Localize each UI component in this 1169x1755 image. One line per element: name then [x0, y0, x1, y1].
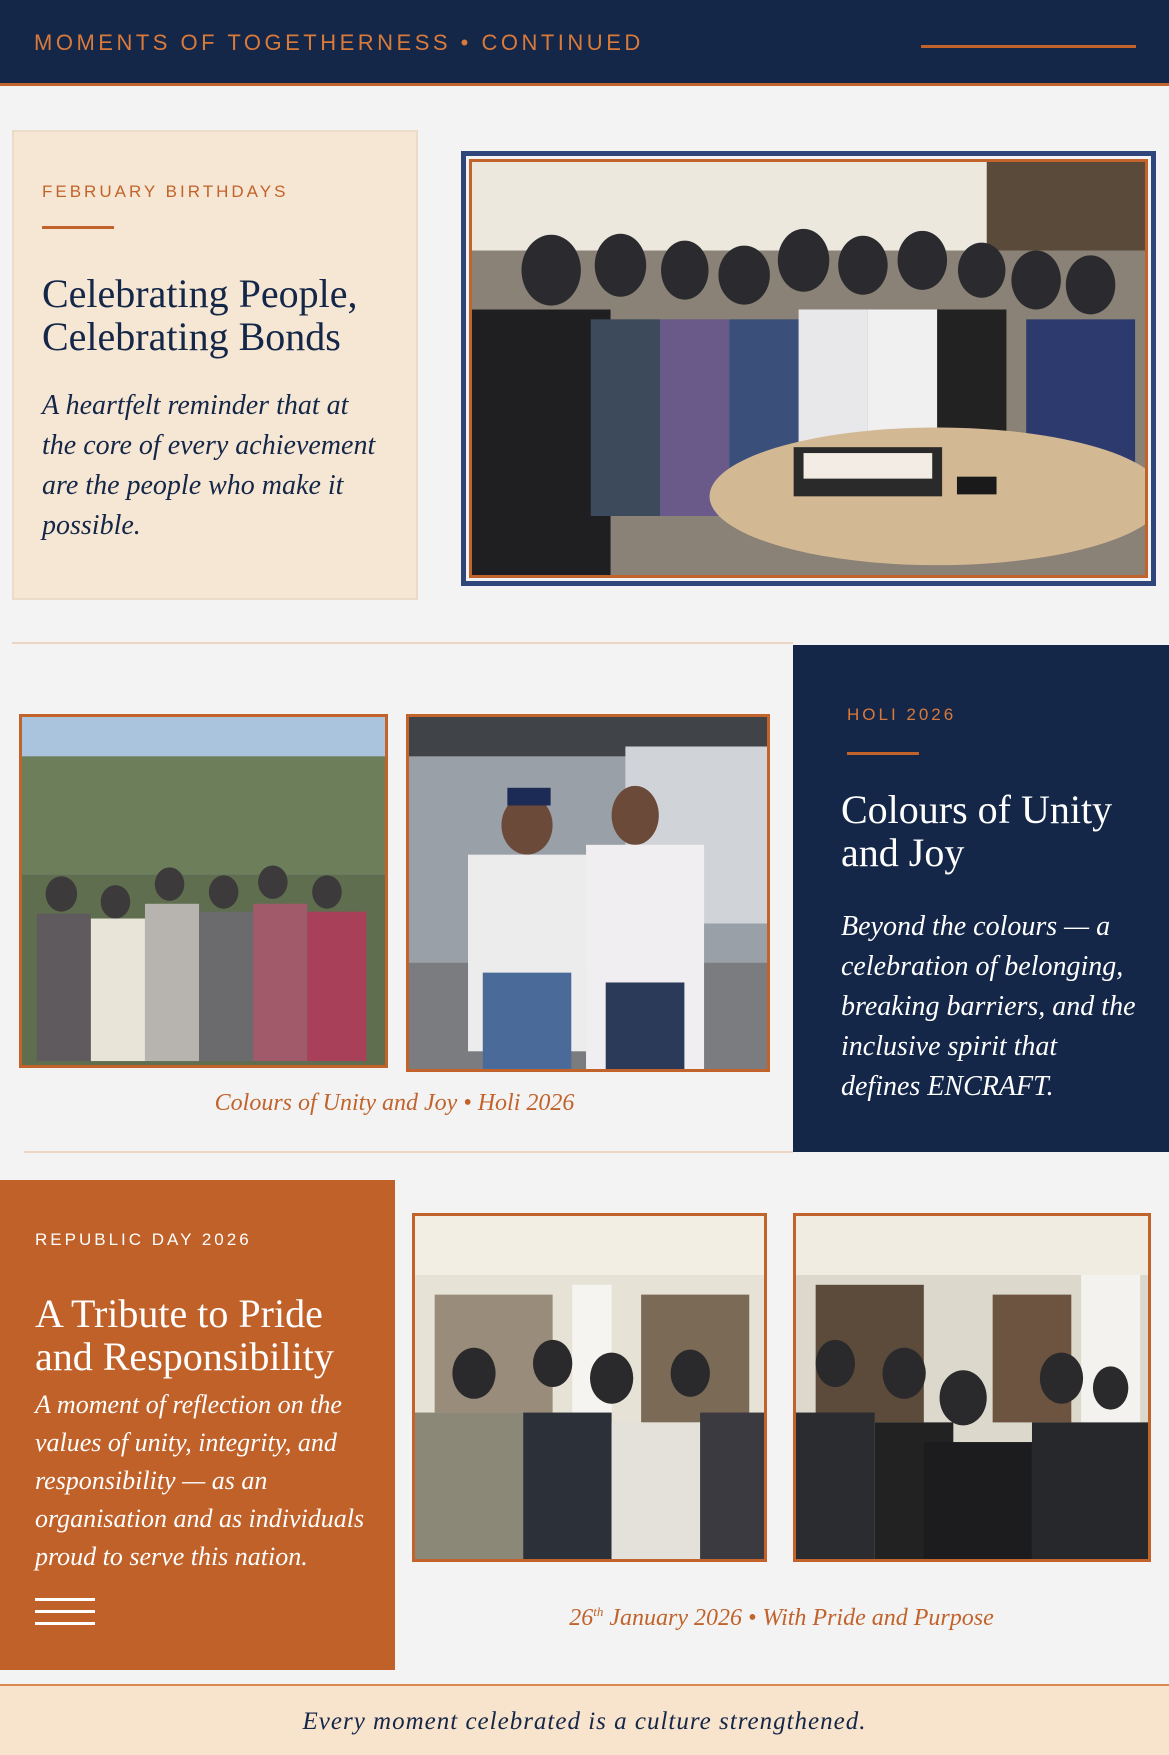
birthdays-kicker: FEBRUARY BIRTHDAYS	[42, 182, 289, 201]
caption-day-suffix: th	[593, 1604, 604, 1619]
footer-tagline: Every moment celebrated is a culture strengthened.	[302, 1708, 867, 1735]
holi-heading: Colours of Unity and Joy	[841, 787, 1113, 875]
birthday-cake-photo	[469, 159, 1148, 578]
caption-day: 26	[569, 1605, 594, 1631]
holi-pair-photo	[406, 714, 770, 1072]
section-divider-1	[12, 642, 793, 644]
birthday-photo-frame	[461, 151, 1156, 586]
holi-rule	[847, 752, 919, 755]
birthdays-body: A heartfelt reminder that at the core of every achievement are the people who make it possible.	[42, 390, 376, 541]
republic-audience-photo-1	[412, 1213, 767, 1562]
republic-heading: A Tribute to Pride and Responsibility	[35, 1291, 334, 1379]
birthdays-heading: Celebrating People, Celebrating Bonds	[42, 271, 358, 359]
holi-card	[793, 645, 1169, 1152]
republic-card	[0, 1180, 395, 1670]
header-title: MOMENTS OF TOGETHERNESS • CONTINUED	[34, 30, 644, 55]
birthdays-rule	[42, 226, 114, 229]
birthdays-card	[12, 130, 418, 600]
republic-caption	[412, 1604, 1151, 1632]
holi-kicker: HOLI 2026	[847, 705, 957, 724]
section-divider-2	[24, 1151, 793, 1153]
menu-lines-icon	[35, 1598, 95, 1630]
footer-band	[0, 1684, 1169, 1755]
republic-kicker: REPUBLIC DAY 2026	[35, 1230, 252, 1249]
holi-caption: Colours of Unity and Joy • Holi 2026	[214, 1090, 575, 1116]
holi-body: Beyond the colours — a celebration of belonging, breaking barriers, and the inclusive spirit that defines ENCRAFT.	[841, 911, 1136, 1102]
header-rule	[921, 45, 1136, 48]
header-band	[0, 0, 1169, 86]
republic-body: A moment of reflection on the values of unity, integrity, and responsibility — as an organisation and as individuals proud to serve this nation.	[35, 1390, 365, 1571]
holi-group-photo	[19, 714, 388, 1068]
caption-rest: January 2026 • With Pride and Purpose	[603, 1605, 994, 1631]
republic-audience-photo-2	[793, 1213, 1151, 1562]
